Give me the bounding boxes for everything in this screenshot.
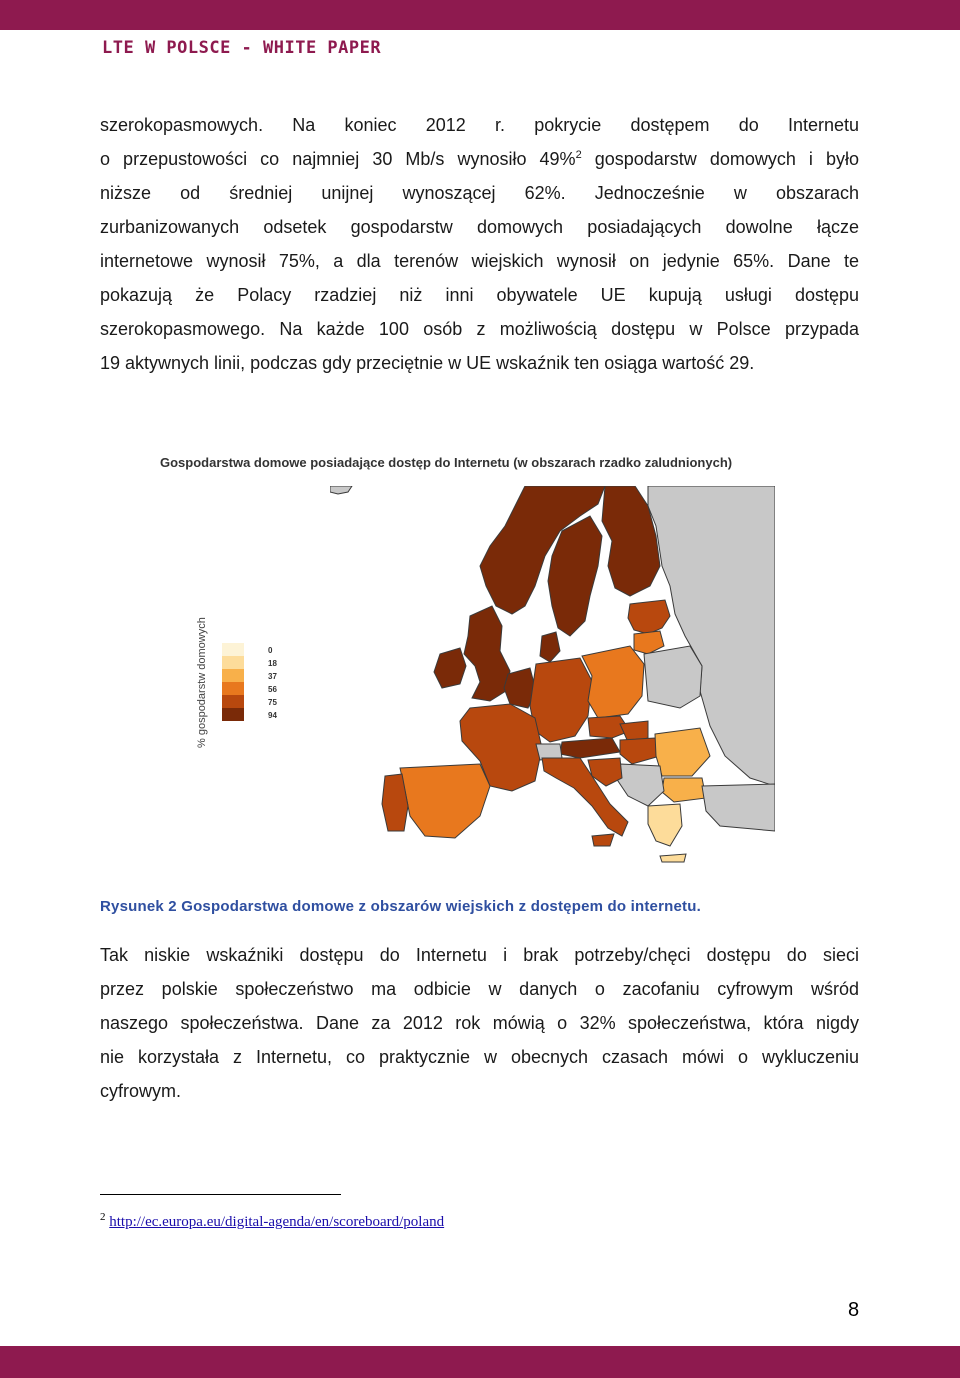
paragraph-line: zurbanizowanych odsetek gospodarstw domowych posiadających dowolne łącze	[100, 217, 859, 237]
paragraph-line: internetowe wynosił 75%, a dla terenów wiejskich wynosił on jedynie 65%. Dane te	[100, 251, 859, 271]
footnote-divider	[100, 1194, 341, 1195]
paragraph-line: szerokopasmowych. Na koniec 2012 r. pokrycie dostępem do Internetu	[100, 115, 859, 135]
paragraph-line: nie korzystała z Internetu, co praktycznie w obecnych czasach mówi o wykluczeniu	[100, 1047, 859, 1067]
legend-label: 94	[268, 711, 277, 720]
legend-label: 18	[268, 659, 277, 668]
legend-swatch	[222, 695, 244, 708]
footnote-link[interactable]: http://ec.europa.eu/digital-agenda/en/scoreboard/poland	[109, 1214, 445, 1230]
footer-bar	[0, 1346, 960, 1378]
legend-label: 0	[268, 646, 273, 655]
page-number: 8	[848, 1299, 860, 1321]
legend-label: 56	[268, 685, 277, 694]
legend-swatch	[222, 669, 244, 682]
paragraph-line: naszego społeczeństwa. Dane za 2012 rok mówią o 32% społeczeństwa, która nigdy	[100, 1013, 859, 1033]
footnote-ref[interactable]: 2	[575, 149, 582, 161]
paragraph-line: Tak niskie wskaźniki dostępu do Internetu i brak potrzeby/chęci dostępu do sieci	[100, 945, 859, 965]
map-region-crete	[660, 854, 686, 862]
header-bar	[0, 0, 960, 30]
document-title: LTE W POLSCE - WHITE PAPER	[102, 38, 382, 58]
paragraph-line: 19 aktywnych linii, podczas gdy przeciętnie w UE wskaźnik ten osiąga wartość 29.	[100, 353, 755, 373]
legend-swatch	[222, 643, 244, 656]
map-region-belarus	[644, 646, 702, 708]
footnote	[100, 1211, 445, 1231]
legend-swatch	[222, 682, 244, 695]
legend-swatch	[222, 708, 244, 721]
paragraph-line: przez polskie społeczeństwo ma odbicie w danych o zacofaniu cyfrowym wśród	[100, 979, 859, 999]
legend-axis-label: % gospodarstw domowych	[196, 617, 208, 748]
paragraph-line: szerokopasmowego. Na każde 100 osób z możliwością dostępu w Polsce przypada	[100, 319, 859, 339]
paragraph-line: pokazują że Polacy rzadziej niż inni obywatele UE kupują usługi dostępu	[100, 285, 859, 305]
footnote-number: 2	[100, 1211, 106, 1223]
map-region-portugal	[382, 774, 408, 831]
europe-choropleth-map	[330, 486, 775, 866]
paragraph-1	[100, 108, 859, 380]
map-title: Gospodarstwa domowe posiadające dostęp do Internetu (w obszarach rzadko zaludnionych)	[160, 455, 733, 470]
map-region-sicily	[592, 834, 614, 846]
legend-swatch	[222, 656, 244, 669]
paragraph-line: o przepustowości co najmniej 30 Mb/s wynosiło 49%$^2$ gospodarstw domowych i było	[100, 149, 860, 169]
paragraph-line: cyfrowym.	[100, 1081, 181, 1101]
paragraph-2	[100, 938, 859, 1108]
legend-label: 75	[268, 698, 277, 707]
paragraph-line: niższe od średniej unijnej wynoszącej 62%. Jednocześnie w obszarach	[100, 183, 859, 203]
figure-caption: Rysunek 2 Gospodarstwa domowe z obszarów wiejskich z dostępem do internetu.	[100, 898, 701, 915]
legend-label: 37	[268, 672, 277, 681]
